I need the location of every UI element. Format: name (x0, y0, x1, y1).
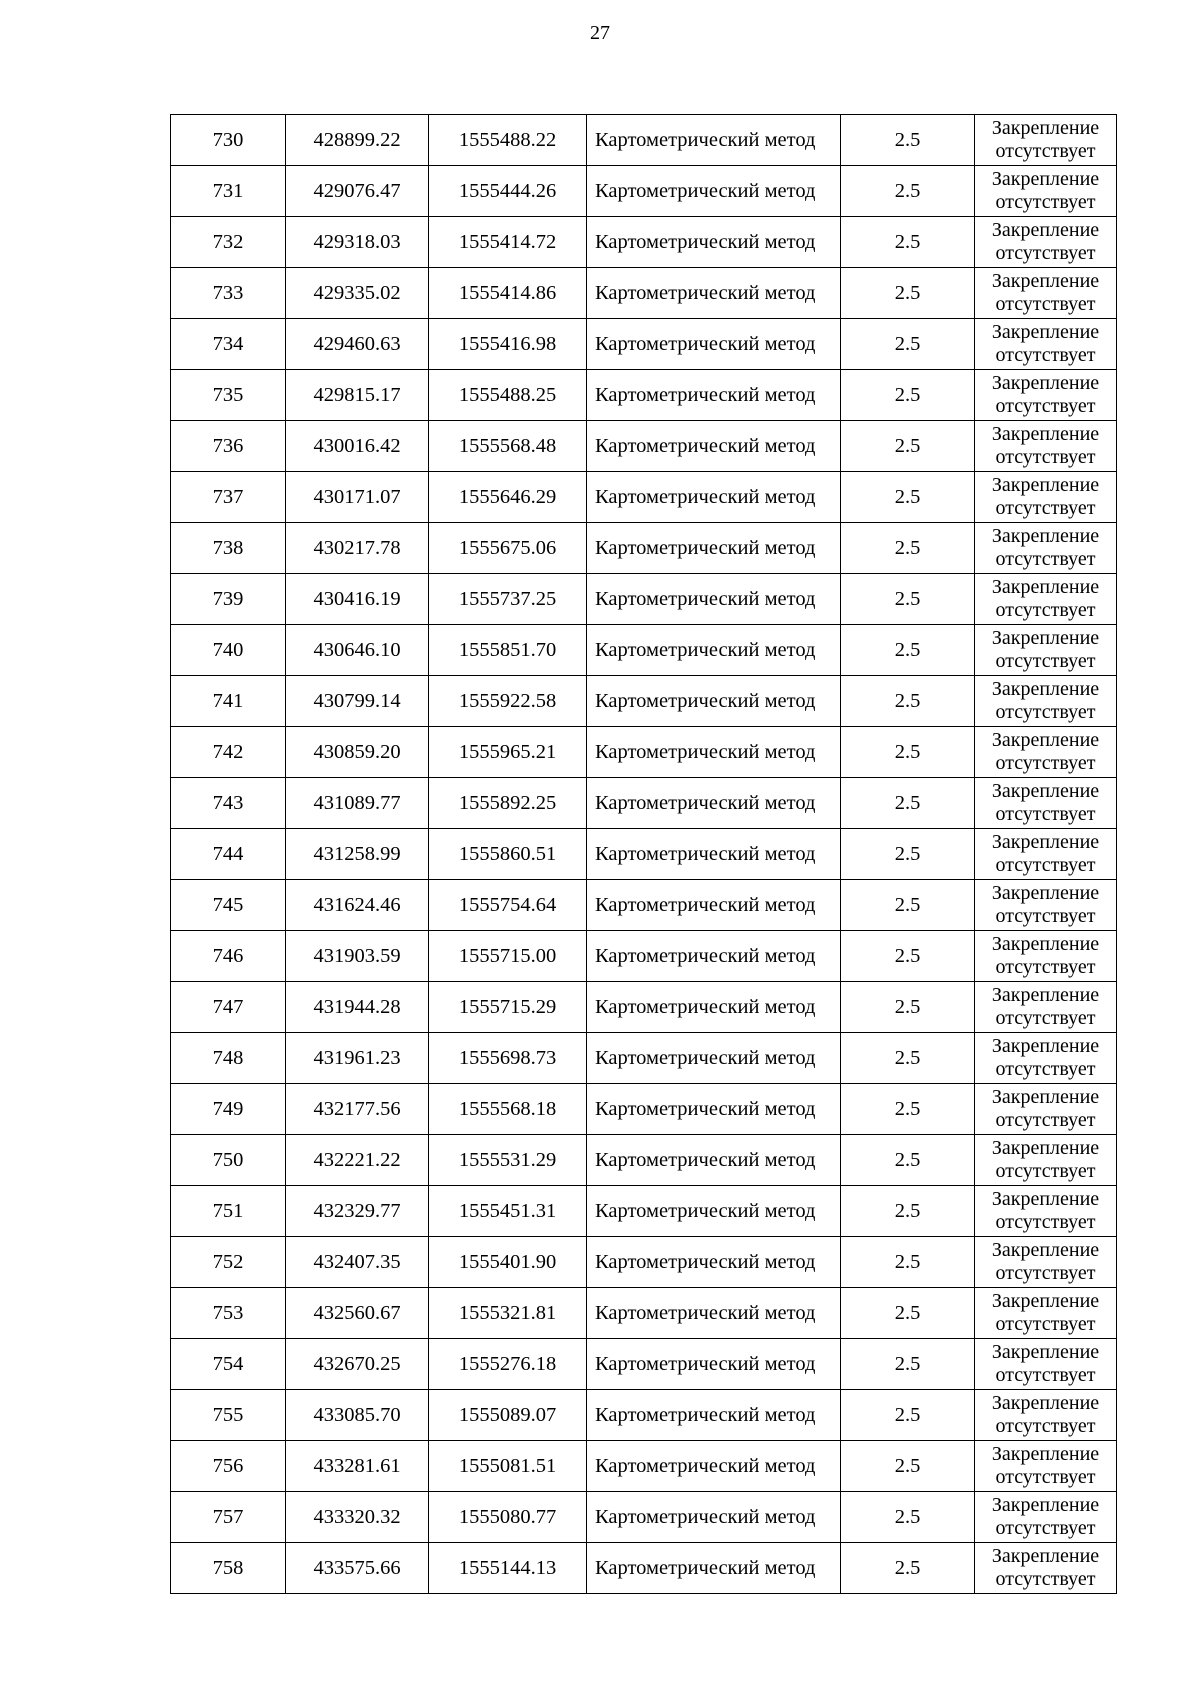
table-row (171, 1186, 1117, 1237)
y-coordinate-cell: 1555715.00 (429, 931, 587, 982)
accuracy-cell: 2.5 (841, 1033, 975, 1084)
fixing-cell (975, 472, 1117, 523)
fixing-line-1: Закрепление (991, 270, 1100, 292)
fixing-line-2: отсутствует (995, 293, 1096, 315)
x-coordinate-cell: 430799.14 (286, 676, 429, 727)
point-number-cell: 732 (171, 217, 286, 268)
x-coordinate-cell: 430416.19 (286, 574, 429, 625)
method-cell: Картометрический метод (587, 1237, 841, 1288)
point-number-cell: 734 (171, 319, 286, 370)
accuracy-cell: 2.5 (841, 574, 975, 625)
method-cell: Картометрический метод (587, 421, 841, 472)
method-cell: Картометрический метод (587, 625, 841, 676)
fixing-line-1: Закрепление (991, 576, 1100, 598)
y-coordinate-cell: 1555568.48 (429, 421, 587, 472)
fixing-line-2: отсутствует (995, 650, 1096, 672)
fixing-cell (975, 574, 1117, 625)
point-number-cell: 744 (171, 829, 286, 880)
y-coordinate-cell: 1555414.72 (429, 217, 587, 268)
table-row (171, 1390, 1117, 1441)
point-number-cell: 751 (171, 1186, 286, 1237)
table-row (171, 676, 1117, 727)
point-number-cell: 742 (171, 727, 286, 778)
fixing-line-1: Закрепление (991, 831, 1100, 853)
accuracy-cell: 2.5 (841, 1084, 975, 1135)
x-coordinate-cell: 432177.56 (286, 1084, 429, 1135)
table-row (171, 1237, 1117, 1288)
method-cell: Картометрический метод (587, 982, 841, 1033)
point-number-cell: 750 (171, 1135, 286, 1186)
accuracy-cell: 2.5 (841, 1543, 975, 1594)
point-number-cell: 758 (171, 1543, 286, 1594)
fixing-line-2: отсутствует (995, 701, 1096, 723)
fixing-line-2: отсутствует (995, 191, 1096, 213)
table-row (171, 778, 1117, 829)
accuracy-cell: 2.5 (841, 472, 975, 523)
y-coordinate-cell: 1555414.86 (429, 268, 587, 319)
fixing-line-1: Закрепление (991, 1086, 1100, 1108)
fixing-cell (975, 115, 1117, 166)
fixing-line-2: отсутствует (995, 1568, 1096, 1590)
x-coordinate-cell: 432560.67 (286, 1288, 429, 1339)
fixing-cell (975, 1339, 1117, 1390)
method-cell: Картометрический метод (587, 727, 841, 778)
method-cell: Картометрический метод (587, 1339, 841, 1390)
y-coordinate-cell: 1555754.64 (429, 880, 587, 931)
accuracy-cell: 2.5 (841, 1288, 975, 1339)
accuracy-cell: 2.5 (841, 1186, 975, 1237)
fixing-line-1: Закрепление (991, 1035, 1100, 1057)
y-coordinate-cell: 1555451.31 (429, 1186, 587, 1237)
y-coordinate-cell: 1555965.21 (429, 727, 587, 778)
fixing-cell (975, 778, 1117, 829)
fixing-line-2: отсутствует (995, 905, 1096, 927)
fixing-line-2: отсутствует (995, 1517, 1096, 1539)
y-coordinate-cell: 1555851.70 (429, 625, 587, 676)
point-number-cell: 743 (171, 778, 286, 829)
table-row (171, 217, 1117, 268)
x-coordinate-cell: 431089.77 (286, 778, 429, 829)
table-row (171, 421, 1117, 472)
point-number-cell: 730 (171, 115, 286, 166)
point-number-cell: 736 (171, 421, 286, 472)
fixing-line-2: отсутствует (995, 854, 1096, 876)
x-coordinate-cell: 431944.28 (286, 982, 429, 1033)
fixing-line-2: отсутствует (995, 1211, 1096, 1233)
method-cell: Картометрический метод (587, 1135, 841, 1186)
table-row (171, 1339, 1117, 1390)
x-coordinate-cell: 430171.07 (286, 472, 429, 523)
fixing-line-1: Закрепление (991, 1137, 1100, 1159)
fixing-cell (975, 1237, 1117, 1288)
table-row (171, 472, 1117, 523)
point-number-cell: 753 (171, 1288, 286, 1339)
table-row (171, 931, 1117, 982)
method-cell: Картометрический метод (587, 931, 841, 982)
point-number-cell: 745 (171, 880, 286, 931)
y-coordinate-cell: 1555715.29 (429, 982, 587, 1033)
table-body (171, 115, 1117, 1594)
point-number-cell: 731 (171, 166, 286, 217)
y-coordinate-cell: 1555646.29 (429, 472, 587, 523)
y-coordinate-cell: 1555321.81 (429, 1288, 587, 1339)
x-coordinate-cell: 433085.70 (286, 1390, 429, 1441)
accuracy-cell: 2.5 (841, 1135, 975, 1186)
fixing-line-1: Закрепление (991, 1188, 1100, 1210)
x-coordinate-cell: 431258.99 (286, 829, 429, 880)
method-cell: Картометрический метод (587, 880, 841, 931)
fixing-cell (975, 931, 1117, 982)
accuracy-cell: 2.5 (841, 1441, 975, 1492)
method-cell: Картометрический метод (587, 472, 841, 523)
point-number-cell: 741 (171, 676, 286, 727)
fixing-cell (975, 829, 1117, 880)
x-coordinate-cell: 433281.61 (286, 1441, 429, 1492)
point-number-cell: 746 (171, 931, 286, 982)
fixing-line-2: отсутствует (995, 1262, 1096, 1284)
point-number-cell: 749 (171, 1084, 286, 1135)
y-coordinate-cell: 1555488.25 (429, 370, 587, 421)
point-number-cell: 748 (171, 1033, 286, 1084)
fixing-line-1: Закрепление (991, 372, 1100, 394)
fixing-line-1: Закрепление (991, 1239, 1100, 1261)
point-number-cell: 740 (171, 625, 286, 676)
fixing-line-2: отсутствует (995, 752, 1096, 774)
fixing-line-2: отсутствует (995, 1466, 1096, 1488)
fixing-cell (975, 727, 1117, 778)
x-coordinate-cell: 429460.63 (286, 319, 429, 370)
y-coordinate-cell: 1555892.25 (429, 778, 587, 829)
point-number-cell: 755 (171, 1390, 286, 1441)
x-coordinate-cell: 431624.46 (286, 880, 429, 931)
method-cell: Картометрический метод (587, 523, 841, 574)
table-row (171, 829, 1117, 880)
method-cell: Картометрический метод (587, 1441, 841, 1492)
method-cell: Картометрический метод (587, 217, 841, 268)
accuracy-cell: 2.5 (841, 880, 975, 931)
y-coordinate-cell: 1555080.77 (429, 1492, 587, 1543)
x-coordinate-cell: 429318.03 (286, 217, 429, 268)
fixing-line-2: отсутствует (995, 446, 1096, 468)
accuracy-cell: 2.5 (841, 370, 975, 421)
fixing-cell (975, 268, 1117, 319)
y-coordinate-cell: 1555568.18 (429, 1084, 587, 1135)
x-coordinate-cell: 431903.59 (286, 931, 429, 982)
fixing-line-1: Закрепление (991, 321, 1100, 343)
fixing-cell (975, 1288, 1117, 1339)
fixing-line-2: отсутствует (995, 599, 1096, 621)
y-coordinate-cell: 1555488.22 (429, 115, 587, 166)
fixing-line-2: отсутствует (995, 1058, 1096, 1080)
accuracy-cell: 2.5 (841, 778, 975, 829)
y-coordinate-cell: 1555531.29 (429, 1135, 587, 1186)
accuracy-cell: 2.5 (841, 676, 975, 727)
accuracy-cell: 2.5 (841, 1390, 975, 1441)
table-row (171, 982, 1117, 1033)
method-cell: Картометрический метод (587, 1033, 841, 1084)
point-number-cell: 756 (171, 1441, 286, 1492)
table-row (171, 1543, 1117, 1594)
point-number-cell: 737 (171, 472, 286, 523)
accuracy-cell: 2.5 (841, 1237, 975, 1288)
method-cell: Картометрический метод (587, 829, 841, 880)
coordinates-table (170, 114, 1117, 1594)
table-row (171, 268, 1117, 319)
fixing-line-1: Закрепление (991, 627, 1100, 649)
y-coordinate-cell: 1555860.51 (429, 829, 587, 880)
fixing-line-1: Закрепление (991, 933, 1100, 955)
fixing-line-2: отсутствует (995, 1364, 1096, 1386)
fixing-line-2: отсутствует (995, 1007, 1096, 1029)
fixing-line-1: Закрепление (991, 678, 1100, 700)
y-coordinate-cell: 1555276.18 (429, 1339, 587, 1390)
accuracy-cell: 2.5 (841, 523, 975, 574)
fixing-line-1: Закрепление (991, 984, 1100, 1006)
x-coordinate-cell: 433575.66 (286, 1543, 429, 1594)
point-number-cell: 739 (171, 574, 286, 625)
fixing-line-2: отсутствует (995, 344, 1096, 366)
fixing-line-2: отсутствует (995, 956, 1096, 978)
fixing-cell (975, 523, 1117, 574)
y-coordinate-cell: 1555081.51 (429, 1441, 587, 1492)
fixing-line-1: Закрепление (991, 474, 1100, 496)
table-row (171, 319, 1117, 370)
point-number-cell: 752 (171, 1237, 286, 1288)
y-coordinate-cell: 1555401.90 (429, 1237, 587, 1288)
accuracy-cell: 2.5 (841, 166, 975, 217)
table-row (171, 370, 1117, 421)
x-coordinate-cell: 432329.77 (286, 1186, 429, 1237)
table-row (171, 1288, 1117, 1339)
x-coordinate-cell: 430859.20 (286, 727, 429, 778)
method-cell: Картометрический метод (587, 1186, 841, 1237)
fixing-line-1: Закрепление (991, 219, 1100, 241)
x-coordinate-cell: 432407.35 (286, 1237, 429, 1288)
fixing-line-2: отсутствует (995, 242, 1096, 264)
fixing-line-1: Закрепление (991, 168, 1100, 190)
y-coordinate-cell: 1555922.58 (429, 676, 587, 727)
x-coordinate-cell: 428899.22 (286, 115, 429, 166)
y-coordinate-cell: 1555089.07 (429, 1390, 587, 1441)
method-cell: Картометрический метод (587, 1084, 841, 1135)
fixing-line-1: Закрепление (991, 525, 1100, 547)
fixing-line-1: Закрепление (991, 1392, 1100, 1414)
table-row (171, 574, 1117, 625)
table-row (171, 1492, 1117, 1543)
fixing-cell (975, 625, 1117, 676)
fixing-cell (975, 217, 1117, 268)
fixing-line-2: отсутствует (995, 395, 1096, 417)
fixing-cell (975, 319, 1117, 370)
table-row (171, 1135, 1117, 1186)
table-row (171, 166, 1117, 217)
fixing-cell (975, 880, 1117, 931)
fixing-line-1: Закрепление (991, 423, 1100, 445)
x-coordinate-cell: 431961.23 (286, 1033, 429, 1084)
accuracy-cell: 2.5 (841, 217, 975, 268)
accuracy-cell: 2.5 (841, 115, 975, 166)
point-number-cell: 735 (171, 370, 286, 421)
x-coordinate-cell: 432670.25 (286, 1339, 429, 1390)
fixing-line-1: Закрепление (991, 780, 1100, 802)
accuracy-cell: 2.5 (841, 1339, 975, 1390)
fixing-cell (975, 421, 1117, 472)
fixing-line-2: отсутствует (995, 1109, 1096, 1131)
table-row (171, 523, 1117, 574)
table-row (171, 880, 1117, 931)
table-row (171, 727, 1117, 778)
fixing-line-1: Закрепление (991, 882, 1100, 904)
x-coordinate-cell: 430016.42 (286, 421, 429, 472)
fixing-line-2: отсутствует (995, 548, 1096, 570)
fixing-cell (975, 1084, 1117, 1135)
table-row (171, 625, 1117, 676)
accuracy-cell: 2.5 (841, 727, 975, 778)
method-cell: Картометрический метод (587, 1492, 841, 1543)
method-cell: Картометрический метод (587, 268, 841, 319)
accuracy-cell: 2.5 (841, 421, 975, 472)
y-coordinate-cell: 1555675.06 (429, 523, 587, 574)
fixing-line-1: Закрепление (991, 1545, 1100, 1567)
table-row (171, 115, 1117, 166)
fixing-line-2: отсутствует (995, 803, 1096, 825)
fixing-line-2: отсутствует (995, 1160, 1096, 1182)
fixing-cell (975, 1492, 1117, 1543)
fixing-cell (975, 1135, 1117, 1186)
x-coordinate-cell: 433320.32 (286, 1492, 429, 1543)
accuracy-cell: 2.5 (841, 982, 975, 1033)
accuracy-cell: 2.5 (841, 829, 975, 880)
fixing-cell (975, 982, 1117, 1033)
point-number-cell: 733 (171, 268, 286, 319)
x-coordinate-cell: 429815.17 (286, 370, 429, 421)
fixing-line-1: Закрепление (991, 117, 1100, 139)
y-coordinate-cell: 1555144.13 (429, 1543, 587, 1594)
accuracy-cell: 2.5 (841, 319, 975, 370)
method-cell: Картометрический метод (587, 574, 841, 625)
page-number: 27 (590, 22, 610, 44)
x-coordinate-cell: 429076.47 (286, 166, 429, 217)
x-coordinate-cell: 432221.22 (286, 1135, 429, 1186)
table-row (171, 1441, 1117, 1492)
table-row (171, 1033, 1117, 1084)
method-cell: Картометрический метод (587, 676, 841, 727)
method-cell: Картометрический метод (587, 1288, 841, 1339)
y-coordinate-cell: 1555698.73 (429, 1033, 587, 1084)
point-number-cell: 738 (171, 523, 286, 574)
y-coordinate-cell: 1555737.25 (429, 574, 587, 625)
method-cell: Картометрический метод (587, 319, 841, 370)
y-coordinate-cell: 1555444.26 (429, 166, 587, 217)
point-number-cell: 754 (171, 1339, 286, 1390)
fixing-line-2: отсутствует (995, 497, 1096, 519)
method-cell: Картометрический метод (587, 1390, 841, 1441)
fixing-cell (975, 1441, 1117, 1492)
fixing-cell (975, 676, 1117, 727)
x-coordinate-cell: 429335.02 (286, 268, 429, 319)
accuracy-cell: 2.5 (841, 268, 975, 319)
fixing-line-1: Закрепление (991, 1443, 1100, 1465)
point-number-cell: 757 (171, 1492, 286, 1543)
accuracy-cell: 2.5 (841, 625, 975, 676)
accuracy-cell: 2.5 (841, 931, 975, 982)
fixing-line-1: Закрепление (991, 1341, 1100, 1363)
fixing-line-1: Закрепление (991, 729, 1100, 751)
fixing-line-2: отсутствует (995, 140, 1096, 162)
method-cell: Картометрический метод (587, 778, 841, 829)
accuracy-cell: 2.5 (841, 1492, 975, 1543)
fixing-line-2: отсутствует (995, 1313, 1096, 1335)
fixing-cell (975, 166, 1117, 217)
fixing-cell (975, 370, 1117, 421)
fixing-line-1: Закрепление (991, 1494, 1100, 1516)
fixing-cell (975, 1186, 1117, 1237)
fixing-cell (975, 1033, 1117, 1084)
method-cell: Картометрический метод (587, 1543, 841, 1594)
fixing-line-2: отсутствует (995, 1415, 1096, 1437)
table-row (171, 1084, 1117, 1135)
fixing-line-1: Закрепление (991, 1290, 1100, 1312)
fixing-cell (975, 1543, 1117, 1594)
point-number-cell: 747 (171, 982, 286, 1033)
fixing-cell (975, 1390, 1117, 1441)
method-cell: Картометрический метод (587, 370, 841, 421)
y-coordinate-cell: 1555416.98 (429, 319, 587, 370)
method-cell: Картометрический метод (587, 115, 841, 166)
x-coordinate-cell: 430646.10 (286, 625, 429, 676)
x-coordinate-cell: 430217.78 (286, 523, 429, 574)
method-cell: Картометрический метод (587, 166, 841, 217)
